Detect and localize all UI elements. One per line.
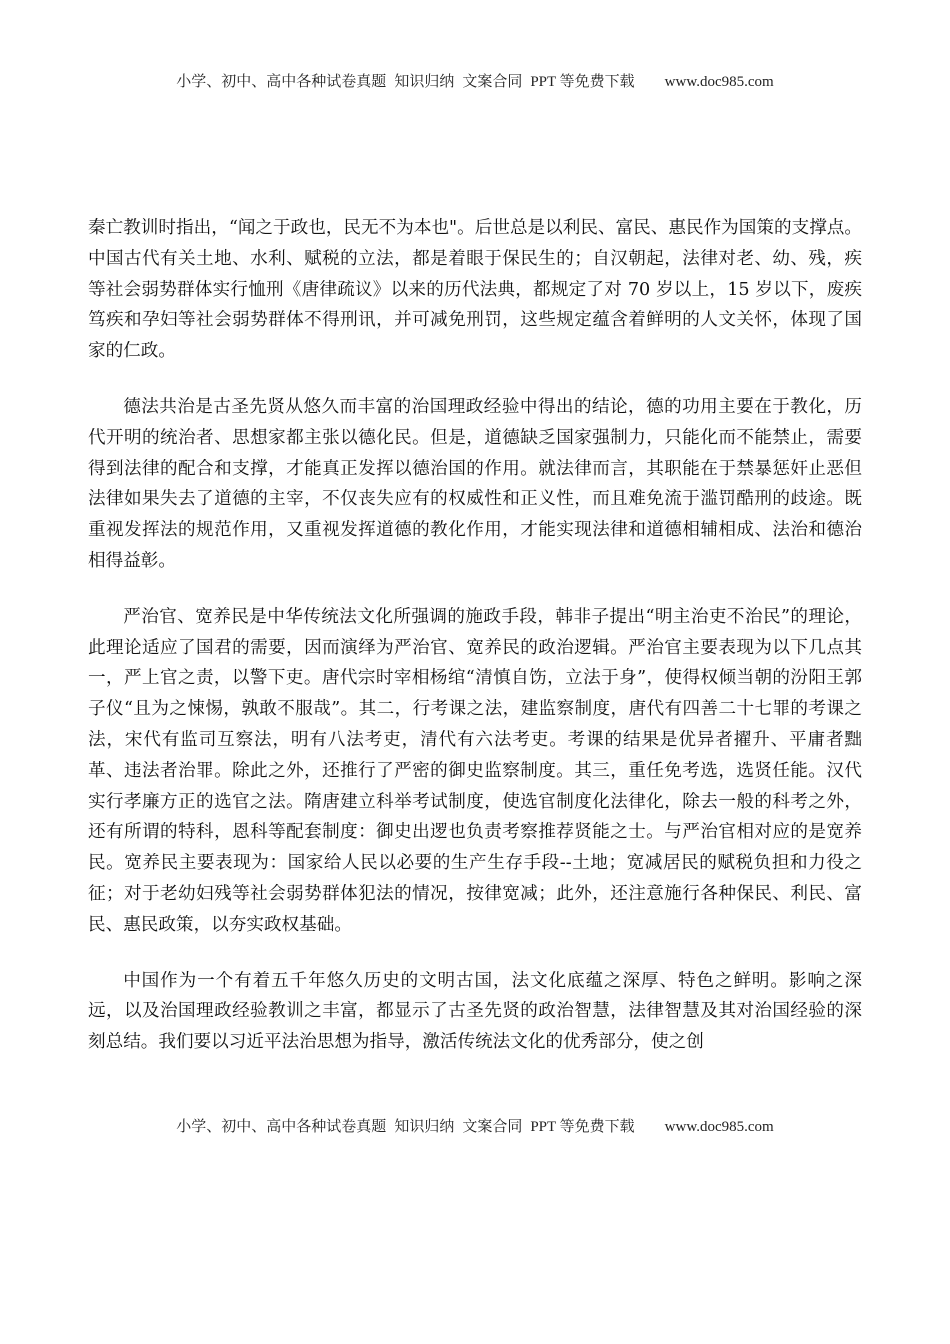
header-text-contracts: 文案合同 (462, 74, 523, 90)
footer-url-link[interactable]: www.doc985.com (664, 1119, 774, 1135)
footer-text-ppt: PPT 等免费下载 (530, 1119, 635, 1135)
footer-text-exams: 小学、初中、高中各种试卷真题 (176, 1119, 387, 1135)
paragraph-continuation: 秦亡教训时指出，“闻之于政也，民无不为本也"。后世总是以利民、富民、惠民作为国策的支撑点。中国古代有关土地、水利、赋税的立法，都是着眼于保民生的；自汉朝起，法律对老、幼、残，疾等社会弱势群体实行恤刑《唐律疏议》以来的历代法典，都规定了对 70 岁以上，15 岁以下，废疾笃疾和孕妇等社会弱势群体不得刑讯，并可减免刑罚，这些规定蕴含着鲜明的人文关怀，体现了国家的仁政。 (88, 218, 862, 362)
header-text-knowledge: 知识归纳 (394, 74, 455, 90)
page-header (0, 70, 950, 91)
header-text-ppt: PPT 等免费下载 (530, 74, 635, 90)
document-body (88, 213, 862, 1083)
header-url-link[interactable]: www.doc985.com (664, 74, 774, 90)
paragraph-rule-by-law-and-virtue: 德法共治是古圣先贤从悠久而丰富的治国理政经验中得出的结论，德的功用主要在于教化，历代开明的统治者、思想家都主张以德化民。但是，道德缺乏国家强制力，只能化而不能禁止，需要得到法律的配合和支撑，才能真正发挥以德治国的作用。就法律而言，其职能在于禁暴惩奸止恶但法律如果失去了道德的主宰，不仅丧失应有的权威性和正义性，而且难免流于滥罚酷刑的歧途。既重视发挥法的规范作用，又重视发挥道德的教化作用，才能实现法律和道德相辅相成、法治和德治相得益彰。 (88, 396, 862, 571)
footer-text-knowledge: 知识归纳 (394, 1119, 455, 1135)
paragraph-strict-officials-lenient-people: 严治官、宽养民是中华传统法文化所强调的施政手段，韩非子提出“明主治吏不治民”的理论，此理论适应了国君的需要，因而演绎为严治官、宽养民的政治逻辑。严治官主要表现为以下几点其一，严上官之责，以警下吏。唐代宗时宰相杨绾“清慎自饬，立法于身”，使得权倾当朝的汾阳王郭子仪“且为之悚惕，孰敢不服哉”。其二，行考课之法，建监察制度，唐代有四善二十七罪的考课之法，宋代有监司互察法，明有八法考吏，清代有六法考吏。考课的结果是优异者擢升、平庸者黜革、违法者治罪。除此之外，还推行了严密的御史监察制度。其三，重任免考选，选贤任能。汉代实行孝廉方正的选官之法。隋唐建立科举考试制度，使选官制度化法律化，除去一般的科考之外，还有所谓的特科，恩科等配套制度：御史出逻也负责考察推荐贤能之士。与严治官相对应的是宽养民。宽养民主要表现为：国家给人民以必要的生产生存手段--土地；宽减居民的赋税负担和力役之征；对于老幼妇残等社会弱势群体犯法的情况，按律宽减；此外，还注意施行各种保民、利民、富民、惠民政策，以夯实政权基础。 (88, 606, 862, 935)
footer-text-contracts: 文案合同 (462, 1119, 523, 1135)
page-footer (0, 1115, 950, 1136)
header-text-exams: 小学、初中、高中各种试卷真题 (176, 74, 387, 90)
paragraph-conclusion: 中国作为一个有着五千年悠久历史的文明古国，法文化底蕴之深厚、特色之鲜明。影响之深远，以及治国理政经验教训之丰富，都显示了古圣先贤的政治智慧，法律智慧及其对治国经验的深刻总结。我们要以习近平法治思想为指导，激活传统法文化的优秀部分，使之创 (88, 970, 862, 1053)
